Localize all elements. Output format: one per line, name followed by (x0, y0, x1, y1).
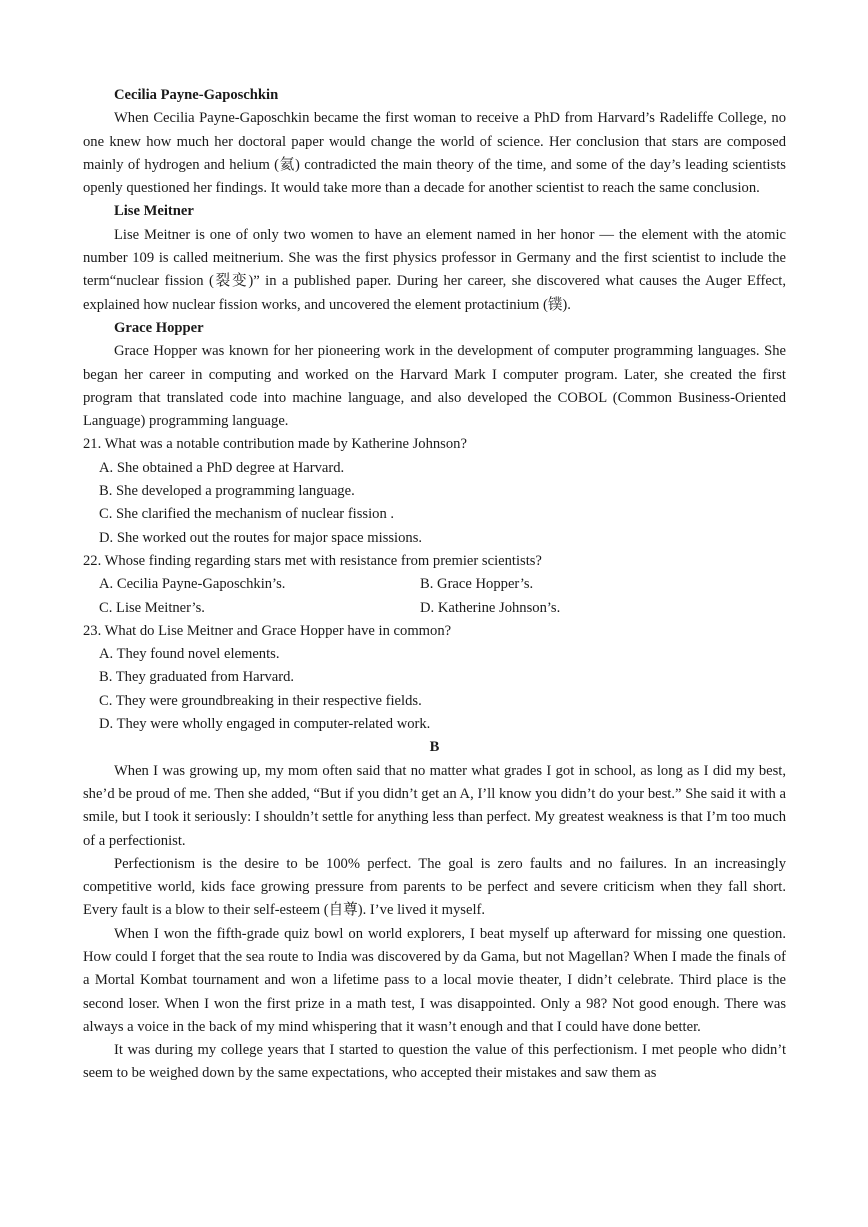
question-21 (83, 433, 786, 549)
exam-page (83, 84, 786, 1086)
option-d: D. Katherine Johnson’s. (420, 599, 561, 616)
section-text-meitner: Lise Meitner is one of only two women to have an element named in her honor — the element with the atomic number 109 is called meitnerium. She was the first physics professor in Germany and the first scientist to include the term“nuclear fission (裂变)” in a published paper. During her career, she discovered what causes the Auger Effect, explained how nuclear fission works, and uncovered the element protactinium (镤). (83, 226, 786, 313)
passage-label: B (429, 739, 440, 756)
option-b: B. Grace Hopper’s. (420, 576, 534, 593)
option-c: C. She clarified the mechanism of nuclear fission . (99, 506, 395, 523)
question-23 (83, 620, 786, 736)
option-c: C. Lise Meitner’s. (99, 599, 205, 616)
option-row (83, 597, 786, 620)
paragraph: When I won the fifth-grade quiz bowl on world explorers, I beat myself up afterward for missing one question. How could I forget that the sea route to India was discovered by da Gama, but not Magellan? When I made the finals of a Mortal Kombat tournament and won a lifetime pass to a local movie theater, I didn’t celebrate. Third place is the second loser. When I won the first prize in a math test, I was disappointed. Only a 98? Not good enough. There was always a voice in the back of my mind whispering that it wasn’t enough and that I could have done better. (83, 925, 786, 1035)
paragraph: Perfectionism is the desire to be 100% perfect. The goal is zero faults and no failures. In an increasingly competitive world, kids face growing pressure from parents to be perfect and severe criticism when they fall short. Every fault is a blow to their self-esteem (自尊). I’ve lived it myself. (83, 855, 786, 919)
section-text-hopper: Grace Hopper was known for her pioneering work in the development of computer programming languages. She began her career in computing and worked on the Harvard Mark I computer program. Later, she created the first program that translated code into machine language, and also developed the COBOL (Common Business-Oriented Language) programming language. (83, 343, 786, 430)
section-heading-hopper: Grace Hopper (114, 319, 204, 336)
option-a: A. She obtained a PhD degree at Harvard. (99, 459, 345, 476)
option-row (83, 573, 786, 596)
option-a: A. They found novel elements. (99, 646, 280, 663)
question-22 (83, 550, 786, 620)
question-stem: 21. What was a notable contribution made by Katherine Johnson? (83, 436, 467, 453)
section-heading-payne: Cecilia Payne-Gaposchkin (114, 87, 279, 103)
question-stem: 23. What do Lise Meitner and Grace Hopper have in common? (83, 622, 452, 639)
section-heading-meitner: Lise Meitner (114, 203, 194, 220)
option-b: B. She developed a programming language. (99, 483, 355, 500)
section-text-payne: When Cecilia Payne-Gaposchkin became the first woman to receive a PhD from Harvard’s Radeliffe College, no one knew how much her doctoral paper would change the world of science. Her conclusion that stars are composed mainly of hydrogen and helium (氦) contradicted the main theory of the time, and some of the day’s leading scientists openly questioned her findings. It would take more than a decade for another scientist to reach the same conclusion. (83, 110, 786, 197)
passage-b (83, 736, 786, 1085)
paragraph: When I was growing up, my mom often said that no matter what grades I got in school, as long as I did my best, she’d be proud of me. Then she added, “But if you didn’t get an A, I’ll know you didn’t do your best.” She said it with a smile, but I took it seriously: I shouldn’t settle for anything less than perfect. My greatest weakness is that I’m too much of a perfectionist. (83, 762, 786, 849)
question-stem: 22. Whose finding regarding stars met with resistance from premier scientists? (83, 552, 542, 569)
passage-a (83, 84, 786, 433)
option-b: B. They graduated from Harvard. (99, 669, 295, 686)
option-d: D. She worked out the routes for major space missions. (99, 529, 423, 546)
option-c: C. They were groundbreaking in their respective fields. (99, 692, 422, 709)
option-a: A. Cecilia Payne-Gaposchkin’s. (99, 576, 286, 593)
option-d: D. They were wholly engaged in computer-related work. (99, 716, 431, 733)
paragraph: It was during my college years that I started to question the value of this perfectionism. I met people who didn’t seem to be weighed down by the same expectations, who accepted their mistakes and saw them as (83, 1042, 786, 1082)
